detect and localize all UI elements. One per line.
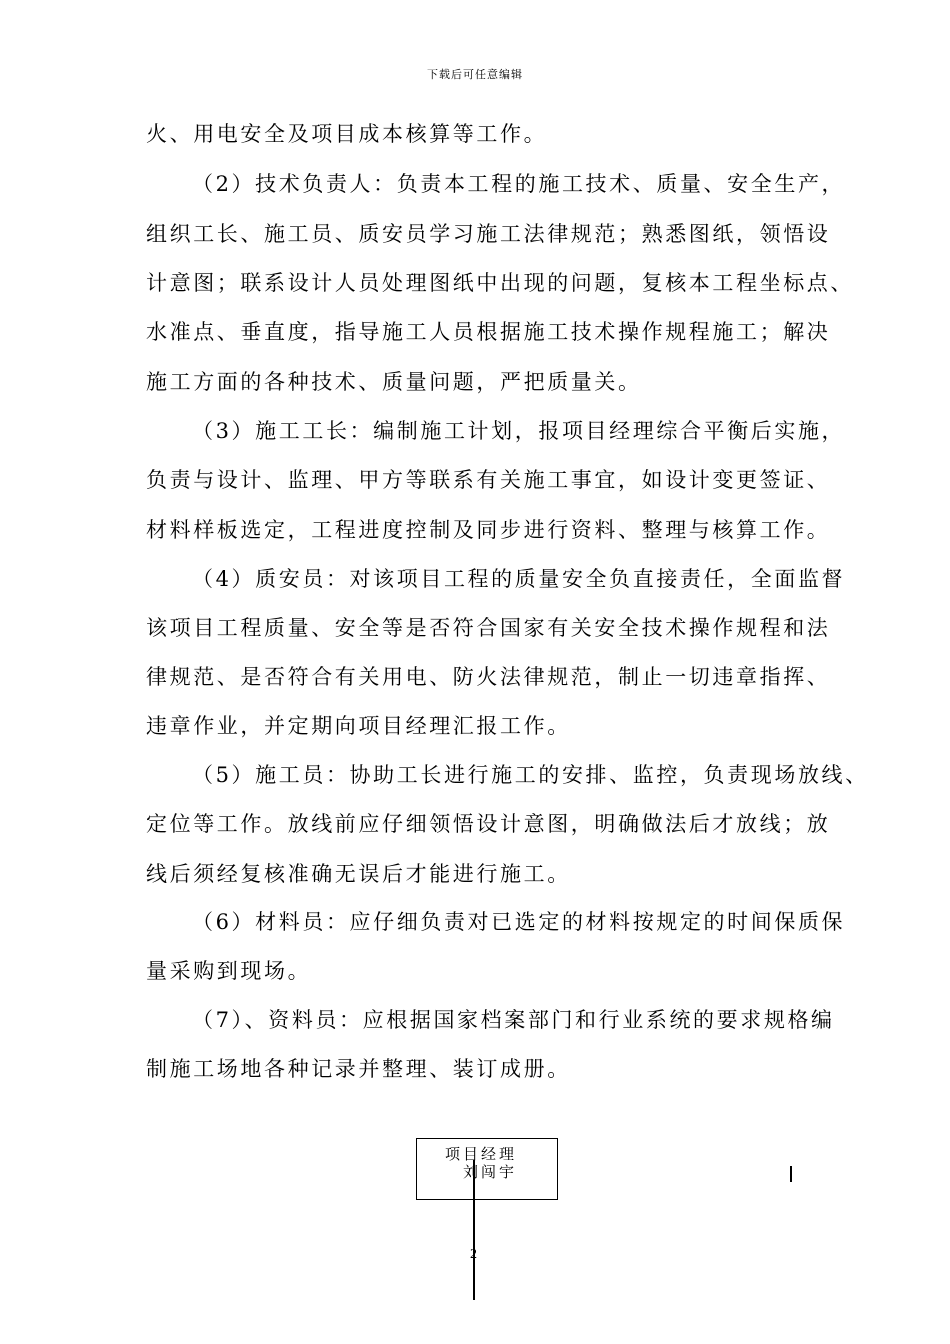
paragraph-line: （3）施工工长：编制施工计划，报项目经理综合平衡后实施，: [192, 419, 846, 443]
paragraph-line: （5）施工员：协助工长进行施工的安排、监控，负责现场放线、: [192, 763, 869, 787]
page-number: 2: [470, 1247, 477, 1262]
paragraph-line: 组织工长、施工员、质安员学习施工法律规范；熟悉图纸，领悟设: [146, 222, 831, 246]
paragraph-line: 计意图；联系设计人员处理图纸中出现的问题，复核本工程坐标点、: [146, 271, 854, 295]
paragraph-line: 火、用电安全及项目成本核算等工作。: [146, 122, 548, 146]
paragraph-line: 材料样板选定，工程进度控制及同步进行资料、整理与核算工作。: [146, 518, 831, 542]
paragraph-line: 该项目工程质量、安全等是否符合国家有关安全技术操作规程和法: [146, 616, 831, 640]
org-side-tick: [790, 1166, 792, 1182]
paragraph-line: 制施工场地各种记录并整理、装订成册。: [146, 1057, 571, 1081]
paragraph-line: （7）、资料员：应根据国家档案部门和行业系统的要求规格编: [192, 1008, 835, 1032]
org-title: 项目经理: [445, 1145, 518, 1163]
paragraph-line: 量采购到现场。: [146, 959, 312, 983]
paragraph-line: 违章作业，并定期向项目经理汇报工作。: [146, 714, 571, 738]
page-header: 下载后可任意编辑: [427, 68, 523, 81]
paragraph-line: （4）质安员：对该项目工程的质量安全负直接责任，全面监督: [192, 567, 846, 591]
paragraph-line: （6）材料员：应仔细负责对已选定的材料按规定的时间保质保: [192, 910, 846, 934]
paragraph-line: （2）技术负责人：负责本工程的施工技术、质量、安全生产，: [192, 172, 846, 196]
org-chart-box: [416, 1138, 558, 1200]
paragraph-line: 律规范、是否符合有关用电、防火法律规范，制止一切违章指挥、: [146, 665, 831, 689]
paragraph-line: 施工方面的各种技术、质量问题，严把质量关。: [146, 370, 642, 394]
paragraph-line: 水准点、垂直度，指导施工人员根据施工技术操作规程施工；解决: [146, 320, 831, 344]
paragraph-line: 定位等工作。放线前应仔细领悟设计意图，明确做法后才放线；放: [146, 812, 831, 836]
paragraph-line: 负责与设计、监理、甲方等联系有关施工事宜，如设计变更签证、: [146, 468, 831, 492]
org-name: 刘闯宇: [463, 1163, 518, 1181]
paragraph-line: 线后须经复核准确无误后才能进行施工。: [146, 862, 571, 886]
